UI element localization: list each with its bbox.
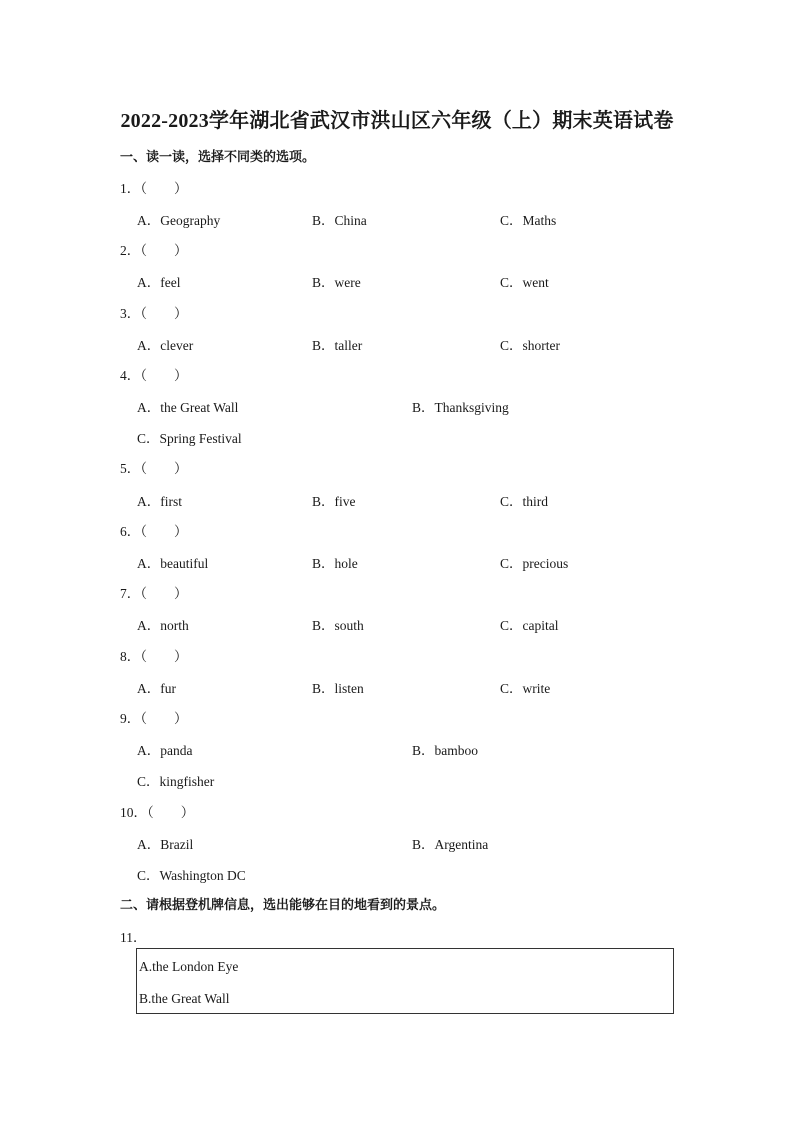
- question-8-option-c: C．write: [500, 681, 551, 696]
- question-1-number: 1．（ ）: [120, 181, 188, 196]
- question-4-option-c: C．Spring Festival: [137, 431, 242, 446]
- question-9-option-b: B．bamboo: [412, 743, 478, 758]
- question-3-option-b: B．taller: [312, 338, 363, 353]
- question-9-option-c: C．kingfisher: [137, 774, 215, 789]
- question-5-number: 5．（ ）: [120, 461, 188, 476]
- question-5-option-c: C．third: [500, 494, 549, 509]
- question-3-option-a: A．clever: [137, 338, 194, 353]
- question-2-number: 2．（ ）: [120, 243, 188, 258]
- question-1-option-a: A．Geography: [137, 213, 221, 228]
- question-9-option-a: A．panda: [137, 743, 193, 758]
- question-9-number: 9．（ ）: [120, 711, 188, 726]
- question-2-option-a: A．feel: [137, 275, 181, 290]
- section-2-heading: 二、请根据登机牌信息，选出能够在目的地看到的景点。: [120, 897, 446, 912]
- question-8-option-a: A．fur: [137, 681, 176, 696]
- question-6-option-c: C．precious: [500, 556, 569, 571]
- question-6-number: 6．（ ）: [120, 524, 188, 539]
- question-11-number: 11．: [120, 930, 147, 945]
- question-6-option-b: B．hole: [312, 556, 358, 571]
- question-2-option-c: C．went: [500, 275, 549, 290]
- exam-title: 2022-2023学年湖北省武汉市洪山区六年级（上）期末英语试卷: [120, 110, 674, 132]
- question-3-option-c: C．shorter: [500, 338, 560, 353]
- question-7-option-a: A．north: [137, 618, 189, 633]
- question-4-number: 4．（ ）: [120, 368, 188, 383]
- question-1-option-c: C．Maths: [500, 213, 557, 228]
- question-7-number: 7．（ ）: [120, 586, 188, 601]
- question-5-option-a: A．first: [137, 494, 182, 509]
- question-3-number: 3．（ ）: [120, 306, 188, 321]
- question-7-option-c: C．capital: [500, 618, 559, 633]
- question-1-option-b: B．China: [312, 213, 367, 228]
- question-10-number: 10．（ ）: [120, 805, 195, 820]
- question-11-option-a: A.the London Eye: [139, 959, 239, 974]
- question-6-option-a: A．beautiful: [137, 556, 209, 571]
- question-8-option-b: B．listen: [312, 681, 364, 696]
- question-10-option-a: A．Brazil: [137, 837, 194, 852]
- question-2-option-b: B．were: [312, 275, 361, 290]
- section-1-heading: 一、读一读，选择不同类的选项。: [120, 149, 316, 164]
- question-10-option-c: C．Washington DC: [137, 868, 246, 883]
- question-4-option-b: B．Thanksgiving: [412, 400, 509, 415]
- question-8-number: 8．（ ）: [120, 649, 188, 664]
- question-5-option-b: B．five: [312, 494, 356, 509]
- question-4-option-a: A．the Great Wall: [137, 400, 239, 415]
- question-7-option-b: B．south: [312, 618, 364, 633]
- question-10-option-b: B．Argentina: [412, 837, 489, 852]
- question-11-options-box: [136, 948, 674, 1014]
- question-11-option-b: B.the Great Wall: [139, 991, 230, 1006]
